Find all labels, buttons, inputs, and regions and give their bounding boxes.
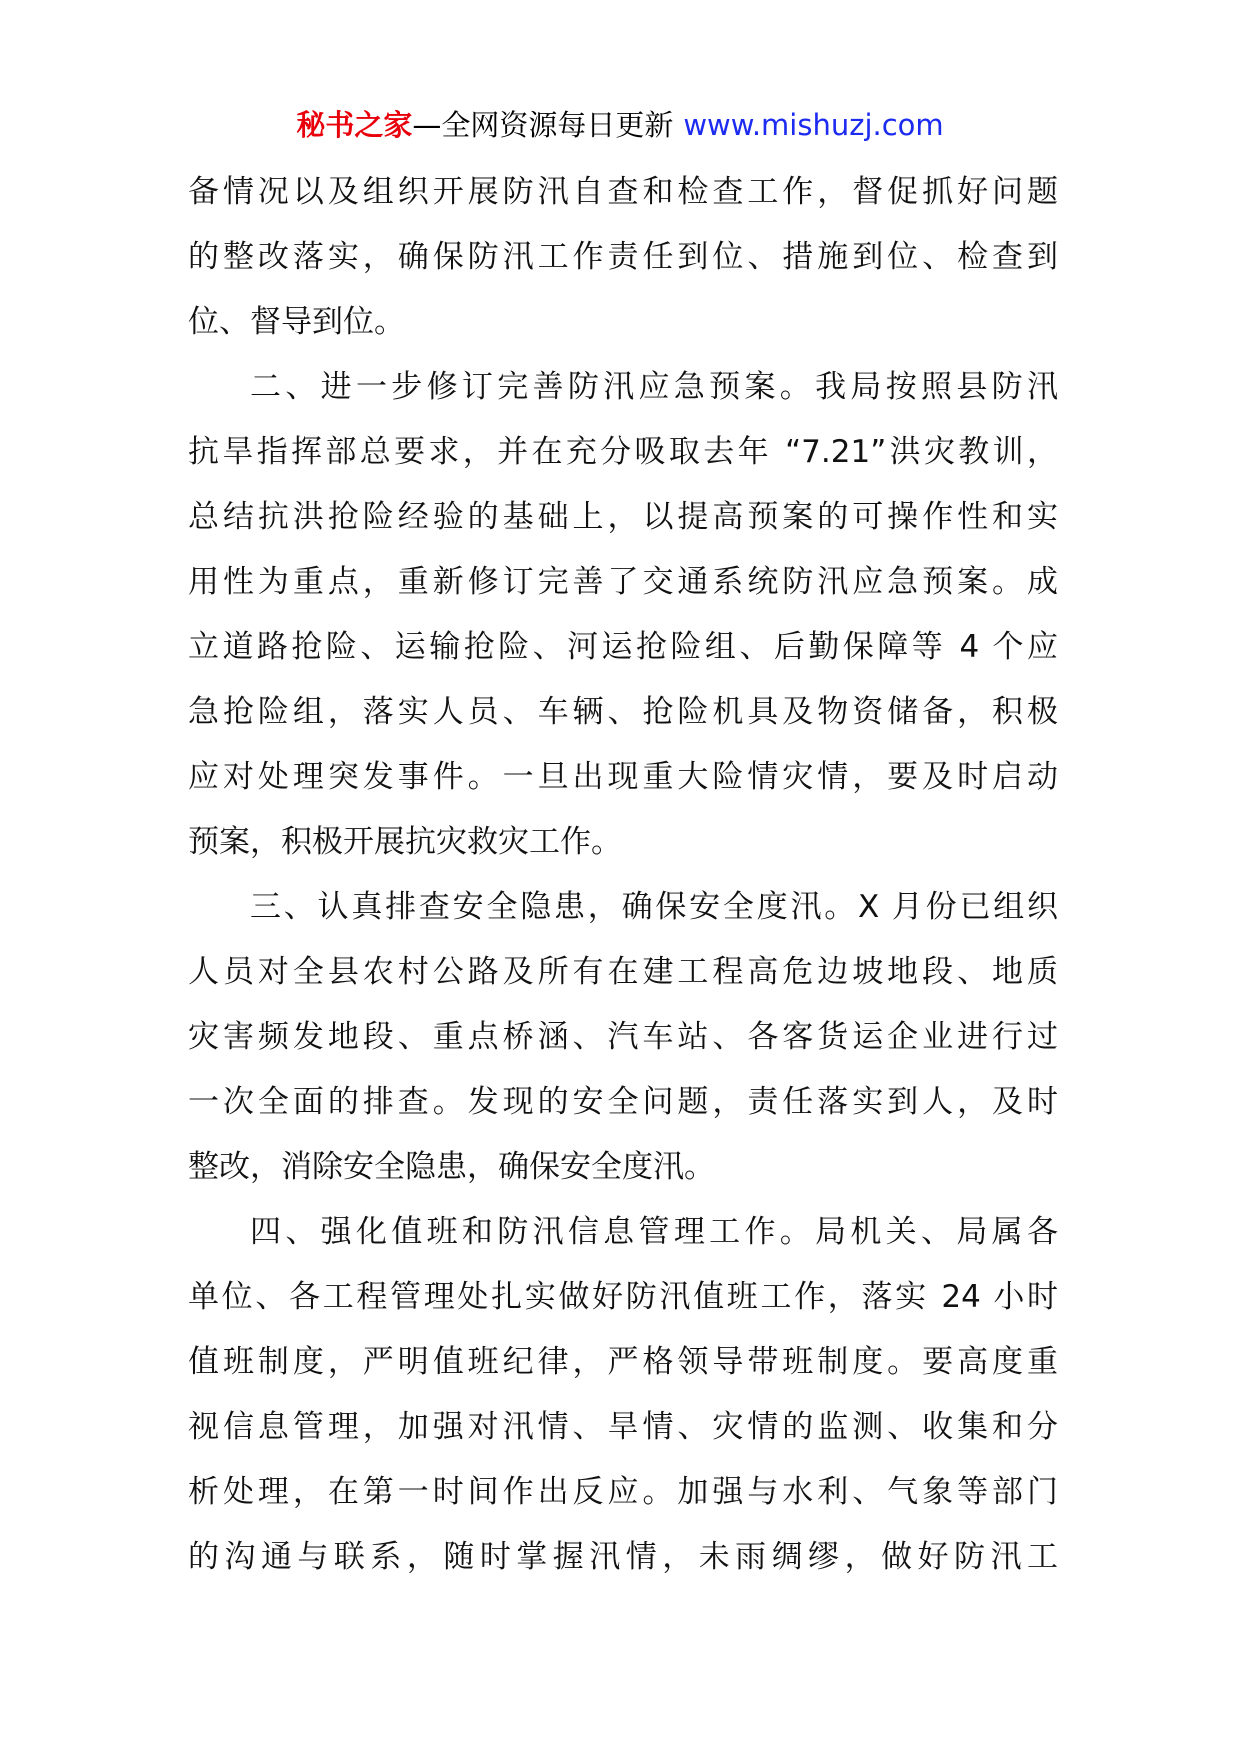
document-body: [188, 160, 1058, 1590]
text-line: 急抢险组，落实人员、车辆、抢险机具及物资储备，积极: [188, 694, 1058, 730]
text-line: 整改，消除安全隐患，确保安全度汛。: [188, 1149, 715, 1185]
paragraph-start-line: 二、进一步修订完善防汛应急预案。我局按照县防汛: [250, 369, 1058, 405]
text-line: 用性为重点，重新修订完善了交通系统防汛应急预案。成: [188, 564, 1058, 600]
text-line: 的整改落实，确保防汛工作责任到位、措施到位、检查到: [188, 239, 1058, 275]
website-link[interactable]: www.mishuzj.com: [683, 108, 944, 142]
text-line: 应对处理突发事件。一旦出现重大险情灾情，要及时启动: [188, 759, 1058, 795]
text-line: 值班制度，严明值班纪律，严格领导带班制度。要高度重: [188, 1344, 1058, 1380]
text-line: 视信息管理，加强对汛情、旱情、灾情的监测、收集和分: [188, 1409, 1058, 1445]
text-line: 备情况以及组织开展防汛自查和检查工作，督促抓好问题: [188, 174, 1058, 210]
paragraph-start-line: 四、强化值班和防汛信息管理工作。局机关、局属各: [250, 1214, 1058, 1250]
paragraph-start-line: 三、认真排查安全隐患，确保安全度汛。X 月份已组织: [250, 889, 1058, 925]
text-line: 一次全面的排查。发现的安全问题，责任落实到人，及时: [188, 1084, 1058, 1120]
text-line: 人员对全县农村公路及所有在建工程高危边坡地段、地质: [188, 954, 1058, 990]
text-line: 立道路抢险、运输抢险、河运抢险组、后勤保障等 4 个应: [188, 629, 1058, 665]
text-line: 的沟通与联系，随时掌握汛情，未雨绸缪，做好防汛工: [188, 1539, 1058, 1575]
text-line: 灾害频发地段、重点桥涵、汽车站、各客货运企业进行过: [188, 1019, 1058, 1055]
text-line: 预案，积极开展抗灾救灾工作。: [188, 824, 622, 860]
text-line: 抗旱指挥部总要求，并在充分吸取去年 “7.21”洪灾教训，: [188, 434, 1058, 470]
brand-name: 秘书之家: [296, 108, 413, 142]
header-tagline: —全网资源每日更新: [412, 108, 674, 142]
text-line: 总结抗洪抢险经验的基础上，以提高预案的可操作性和实: [188, 499, 1058, 535]
text-line: 单位、各工程管理处扎实做好防汛值班工作，落实 24 小时: [188, 1279, 1058, 1315]
text-line: 位、督导到位。: [188, 304, 405, 340]
page-header: [0, 100, 1240, 150]
text-line: 析处理，在第一时间作出反应。加强与水利、气象等部门: [188, 1474, 1058, 1510]
